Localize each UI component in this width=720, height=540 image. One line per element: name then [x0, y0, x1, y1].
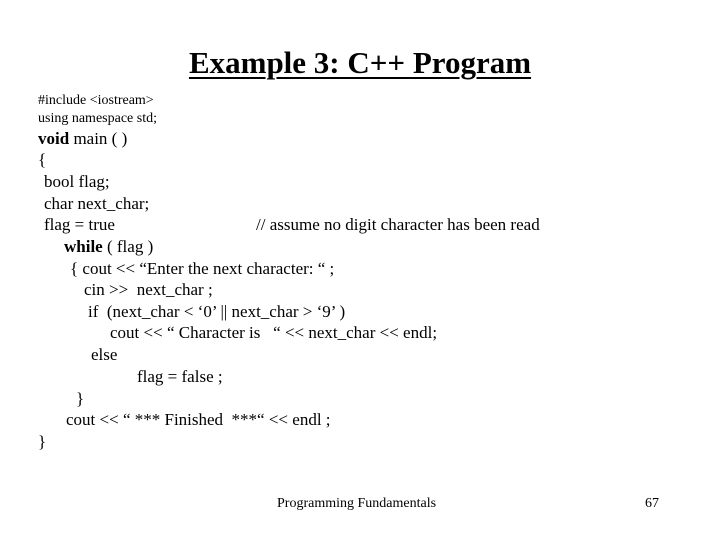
- code-line-char-decl: char next_char;: [44, 194, 150, 213]
- code-line-close-while: }: [76, 389, 85, 408]
- code-line-close-main: }: [38, 432, 47, 451]
- code-line-flag-false: flag = false ;: [137, 367, 223, 386]
- keyword-void: void: [38, 129, 70, 148]
- slide-title-text: Example 3: C++ Program: [188, 45, 532, 80]
- code-line-while: [64, 237, 153, 257]
- code-comment: // assume no digit character has been read: [256, 215, 540, 234]
- code-line-if: if (next_char < ‘0’ || next_char > ‘9’ ): [88, 302, 346, 321]
- code-line-bool-decl: bool flag;: [44, 172, 110, 191]
- footer-course-name: Programming Fundamentals: [277, 496, 437, 511]
- code-line-include: #include <iostream>: [38, 93, 154, 108]
- code-line-else: else: [91, 345, 118, 364]
- while-condition: ( flag ): [102, 237, 154, 256]
- code-line-flag-assign: flag = true: [44, 215, 115, 234]
- code-line-open-brace: {: [38, 150, 47, 169]
- footer-page-number: 67: [645, 496, 659, 511]
- code-line-cout-character: cout << “ Character is “ << next_char << endl;: [110, 323, 438, 342]
- keyword-while: while: [64, 237, 103, 256]
- code-line-main-signature: [38, 129, 127, 149]
- main-signature-rest: main ( ): [69, 129, 128, 148]
- code-line-using-namespace: using namespace std;: [38, 111, 157, 126]
- code-line-cout-prompt: { cout << “Enter the next character: “ ;: [70, 259, 335, 278]
- code-line-cin: cin >> next_char ;: [84, 280, 213, 299]
- code-line-cout-finished: cout << “ *** Finished ***“ << endl ;: [66, 410, 331, 429]
- slide-title: [0, 44, 720, 82]
